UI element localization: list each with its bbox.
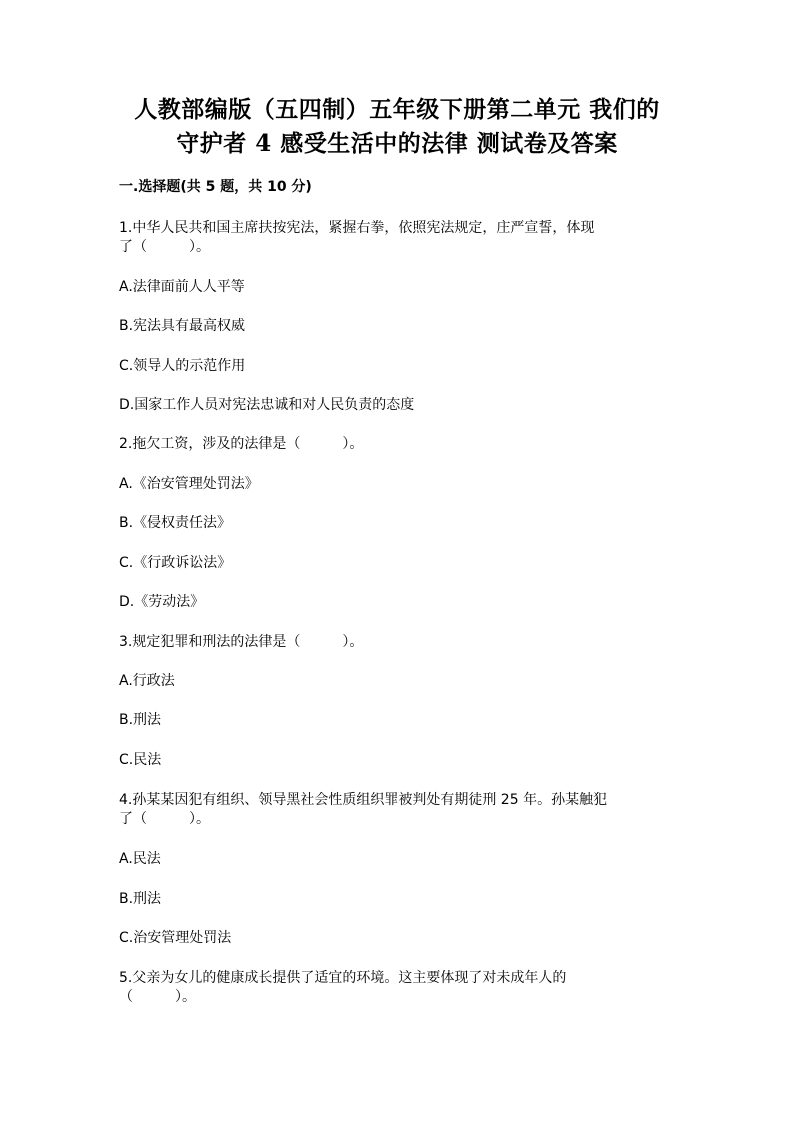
question-1-option-d: D.国家工作人员对宪法忠诚和对人民负责的态度 <box>119 397 415 413</box>
question-4-option-b: B.刑法 <box>119 891 162 907</box>
question-3-option-c: C.民法 <box>119 752 162 768</box>
question-2-stem: 2.拖欠工资，涉及的法律是（ ）。 <box>119 436 364 452</box>
question-3-option-a: A.行政法 <box>119 673 175 689</box>
question-2-option-c: C.《行政诉讼法》 <box>119 555 232 571</box>
question-3-option-b: B.刑法 <box>119 712 162 728</box>
question-3-stem: 3.规定犯罪和刑法的法律是（ ）。 <box>119 634 364 650</box>
question-2-option-d: D.《劳动法》 <box>119 594 205 610</box>
question-4-stem: 4.孙某某因犯有组织、领导黑社会性质组织罪被判处有期徒刑 25 年。孙某触犯 <box>119 792 608 808</box>
question-1-stem-cont: 了（ ）。 <box>119 239 210 255</box>
question-4-option-c: C.治安管理处罚法 <box>119 930 232 946</box>
question-4-stem-cont: 了（ ）。 <box>119 811 210 827</box>
document-title <box>100 93 694 161</box>
question-1-option-b: B.宪法具有最高权威 <box>119 318 246 334</box>
section-heading: 一.选择题(共 5 题，共 10 分) <box>119 179 312 195</box>
question-5-stem-cont: （ ）。 <box>119 989 196 1005</box>
question-5-stem: 5.父亲为女儿的健康成长提供了适宜的环境。这主要体现了对未成年人的 <box>119 970 567 986</box>
title-line-1: 人教部编版（五四制）五年级下册第二单元 我们的 <box>134 96 660 123</box>
question-4-option-a: A.民法 <box>119 851 161 867</box>
question-2-option-a: A.《治安管理处罚法》 <box>119 476 259 492</box>
question-1-stem: 1.中华人民共和国主席扶按宪法，紧握右拳，依照宪法规定，庄严宣誓，体现 <box>119 220 595 236</box>
question-1-option-c: C.领导人的示范作用 <box>119 358 246 374</box>
question-1-option-a: A.法律面前人人平等 <box>119 279 245 295</box>
title-line-2: 守护者 4 感受生活中的法律 测试卷及答案 <box>176 130 618 157</box>
question-2-option-b: B.《侵权责任法》 <box>119 515 232 531</box>
